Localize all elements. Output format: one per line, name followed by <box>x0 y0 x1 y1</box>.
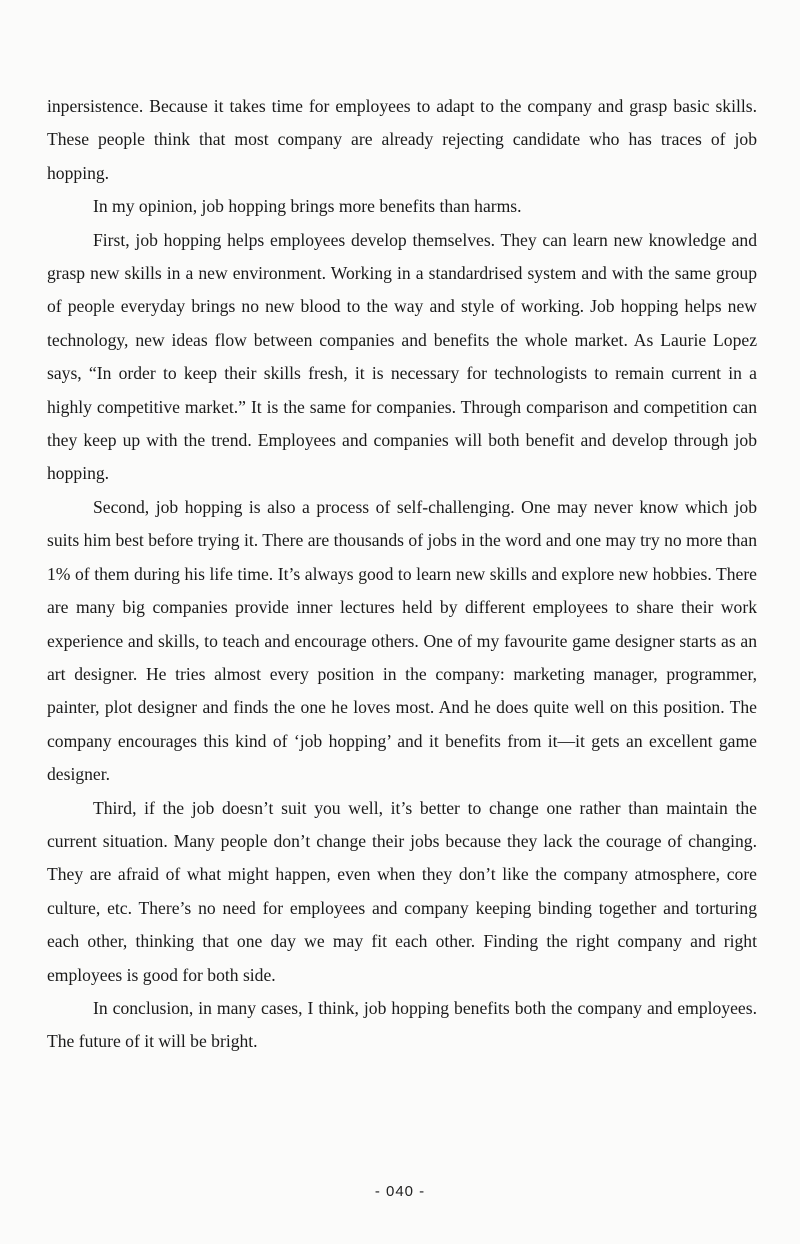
paragraph-second-point: Second, job hopping is also a process of self-challenging. One may never know which job suits him best before trying it. There are thousands of jobs in the word and one may try no more than 1% of them during his life time. It’s always good to learn new skills and explore new hobbies. There are many big companies provide inner lectures held by different employees to share their work experience and skills, to teach and encourage others. One of my favourite game designer starts as an art designer. He tries almost every position in the company: marketing manager, programmer, painter, plot designer and finds the one he loves most. And he does quite well on this position. The company encourages this kind of ‘job hopping’ and it benefits from it—it gets an excellent game designer. <box>47 496 757 785</box>
paragraph-conclusion: In conclusion, in many cases, I think, job hopping benefits both the company and employees. The future of it will be bright. <box>47 997 757 1052</box>
paragraph-first-point: First, job hopping helps employees develop themselves. They can learn new knowledge and grasp new skills in a new environment. Working in a standardrised system and with the same group of people everyday brings no new blood to the way and style of working. Job hopping helps new technology, new ideas flow between companies and benefits the whole market. As Laurie Lopez says, “In order to keep their skills fresh, it is necessary for technologists to remain current in a highly competitive market.” It is the same for companies. Through comparison and competition can they keep up with the trend. Employees and companies will both benefit and develop through job hopping. <box>47 229 757 484</box>
paragraph-opinion: In my opinion, job hopping brings more benefits than harms. <box>93 196 522 217</box>
paragraph-third-point: Third, if the job doesn’t suit you well, it’s better to change one rather than maintain the current situation. Many people don’t change their jobs because they lack the courage of changing. They are afraid of what might happen, even when they don’t like the company atmosphere, core culture, etc. There’s no need for employees and company keeping binding together and torturing each other, thinking that one day we may fit each other. Finding the right company and right employees is good for both side. <box>47 797 757 985</box>
page-number: - 040 - <box>374 1183 426 1200</box>
paragraph-continuation: inpersistence. Because it takes time for employees to adapt to the company and grasp basic skills. These people think that most company are already rejecting candidate who has traces of job hopping. <box>47 96 757 183</box>
body-text <box>47 90 757 1059</box>
